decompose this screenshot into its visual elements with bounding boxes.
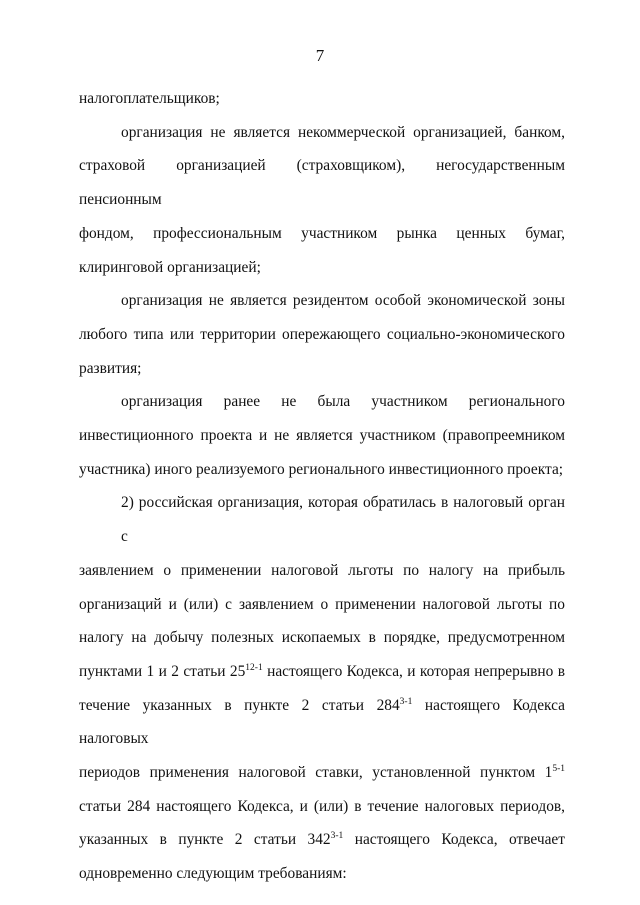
- text-line: [79, 689, 565, 756]
- text-line: любого типа или территории опережающего социально-экономического: [79, 325, 565, 343]
- text-line: 2) российская организация, которая обратилась в налоговый орган с: [121, 494, 565, 546]
- superscript: 3-1: [330, 831, 344, 842]
- text-line: организация ранее не была участником регионального: [121, 393, 565, 411]
- text-line: организаций и (или) с заявлением о применении налоговой льготы по: [79, 595, 565, 613]
- text-line: фондом, профессиональным участником рынка ценных бумаг,: [79, 224, 565, 242]
- paragraph-1: [79, 116, 565, 285]
- text-line: клиринговой организацией;: [79, 258, 261, 276]
- superscript: 5-1: [552, 764, 565, 775]
- text-line: [79, 655, 565, 689]
- paragraph-4: [79, 486, 565, 890]
- text-line: участника) иного реализуемого регионального инвестиционного проекта;: [79, 460, 564, 478]
- text-line: развития;: [79, 359, 142, 377]
- text-line: налогоплательщиков;: [79, 90, 220, 107]
- text-line: инвестиционного проекта и не является участником (правопреемником: [79, 427, 565, 445]
- text-fragment: настоящего Кодекса, отвечает: [343, 831, 565, 849]
- text-fragment: настоящего Кодекса, и которая непрерывно в: [262, 662, 566, 680]
- text-fragment: периодов применения налоговой ставки, установленной пунктом 1: [79, 764, 553, 782]
- text-line: одновременно следующим требованиям:: [79, 865, 347, 883]
- superscript: 12-1: [245, 662, 263, 673]
- text-fragment: указанных в пункте 2 статьи 342: [79, 831, 331, 849]
- page-number: 7: [315, 46, 325, 65]
- text-line: организация не является некоммерческой организацией, банком,: [121, 123, 565, 141]
- text-line: страховой организацией (страховщиком), негосударственным пенсионным: [79, 157, 565, 209]
- text-line: налогу на добычу полезных ископаемых в порядке, предусмотренном: [79, 629, 565, 647]
- text-line: организация не является резидентом особой экономической зоны: [121, 292, 565, 310]
- text-line: [79, 756, 565, 790]
- paragraph-0: [79, 82, 565, 116]
- text-line: [79, 823, 565, 857]
- paragraph-3: [79, 385, 565, 486]
- text-fragment: пунктами 1 и 2 статьи 25: [79, 662, 246, 680]
- paragraph-2: [79, 284, 565, 385]
- superscript: 3-1: [399, 696, 413, 707]
- text-fragment: настоящего Кодекса налоговых: [79, 696, 565, 748]
- text-line: статьи 284 настоящего Кодекса, и (или) в течение налоговых периодов,: [79, 797, 565, 815]
- text-fragment: течение указанных в пункте 2 статьи 284: [79, 696, 400, 714]
- text-line: заявлением о применении налоговой льготы по налогу на прибыль: [79, 561, 565, 579]
- document-body: [79, 82, 565, 891]
